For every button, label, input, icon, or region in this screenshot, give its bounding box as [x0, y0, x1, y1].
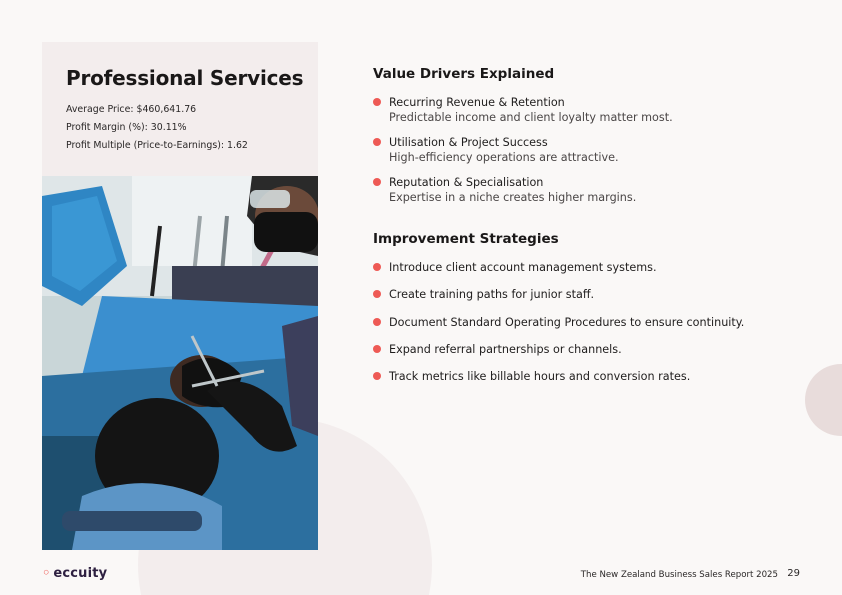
improvement-text: Introduce client account management systems. — [389, 261, 657, 274]
improvement-text: Track metrics like billable hours and conversion rates. — [389, 370, 691, 383]
brand-mark-icon: ◦ — [42, 566, 51, 581]
decorative-circle-right — [805, 364, 842, 436]
improvement-text: Expand referral partnerships or channels. — [389, 343, 622, 356]
value-drivers-section — [373, 66, 554, 82]
bullet-dot — [373, 263, 381, 271]
sector-card — [42, 42, 318, 550]
brand-name: eccuity — [53, 566, 108, 581]
brand-logo — [42, 566, 107, 581]
bullet-dot — [373, 318, 381, 326]
value-driver-desc: Expertise in a niche creates higher margins. — [389, 191, 637, 204]
page-number: 29 — [787, 568, 800, 579]
bullet-dot — [373, 345, 381, 353]
value-driver-desc: Predictable income and client loyalty matter most. — [389, 111, 673, 124]
card-title: Professional Services — [66, 66, 304, 90]
bullet-dot — [373, 372, 381, 380]
value-driver-desc: High-efficiency operations are attractive. — [389, 151, 619, 164]
dental-photo — [42, 176, 318, 550]
value-driver-text — [389, 136, 619, 164]
bullet-dot — [373, 290, 381, 298]
value-driver-title: Utilisation & Project Success — [389, 136, 548, 149]
stat-average-price: Average Price: $460,641.76 — [66, 104, 197, 115]
report-title: The New Zealand Business Sales Report 2025 — [580, 570, 778, 580]
improvement-text: Create training paths for junior staff. — [389, 288, 595, 301]
stats-list — [66, 101, 248, 155]
value-driver-title: Reputation & Specialisation — [389, 176, 544, 189]
bullet-dot — [373, 138, 381, 146]
stat-profit-margin: Profit Margin (%): 30.11% — [66, 122, 187, 133]
stat-profit-multiple: Profit Multiple (Price-to-Earnings): 1.62 — [66, 140, 248, 151]
improvement-text: Document Standard Operating Procedures to ensure continuity. — [389, 316, 745, 329]
value-drivers-heading: Value Drivers Explained — [373, 66, 555, 82]
value-driver-text — [389, 96, 673, 124]
improvement-heading: Improvement Strategies — [373, 231, 559, 247]
bullet-dot — [373, 98, 381, 106]
value-driver-title: Recurring Revenue & Retention — [389, 96, 565, 109]
value-driver-text — [389, 176, 636, 204]
improvement-section — [373, 231, 559, 247]
bullet-dot — [373, 178, 381, 186]
